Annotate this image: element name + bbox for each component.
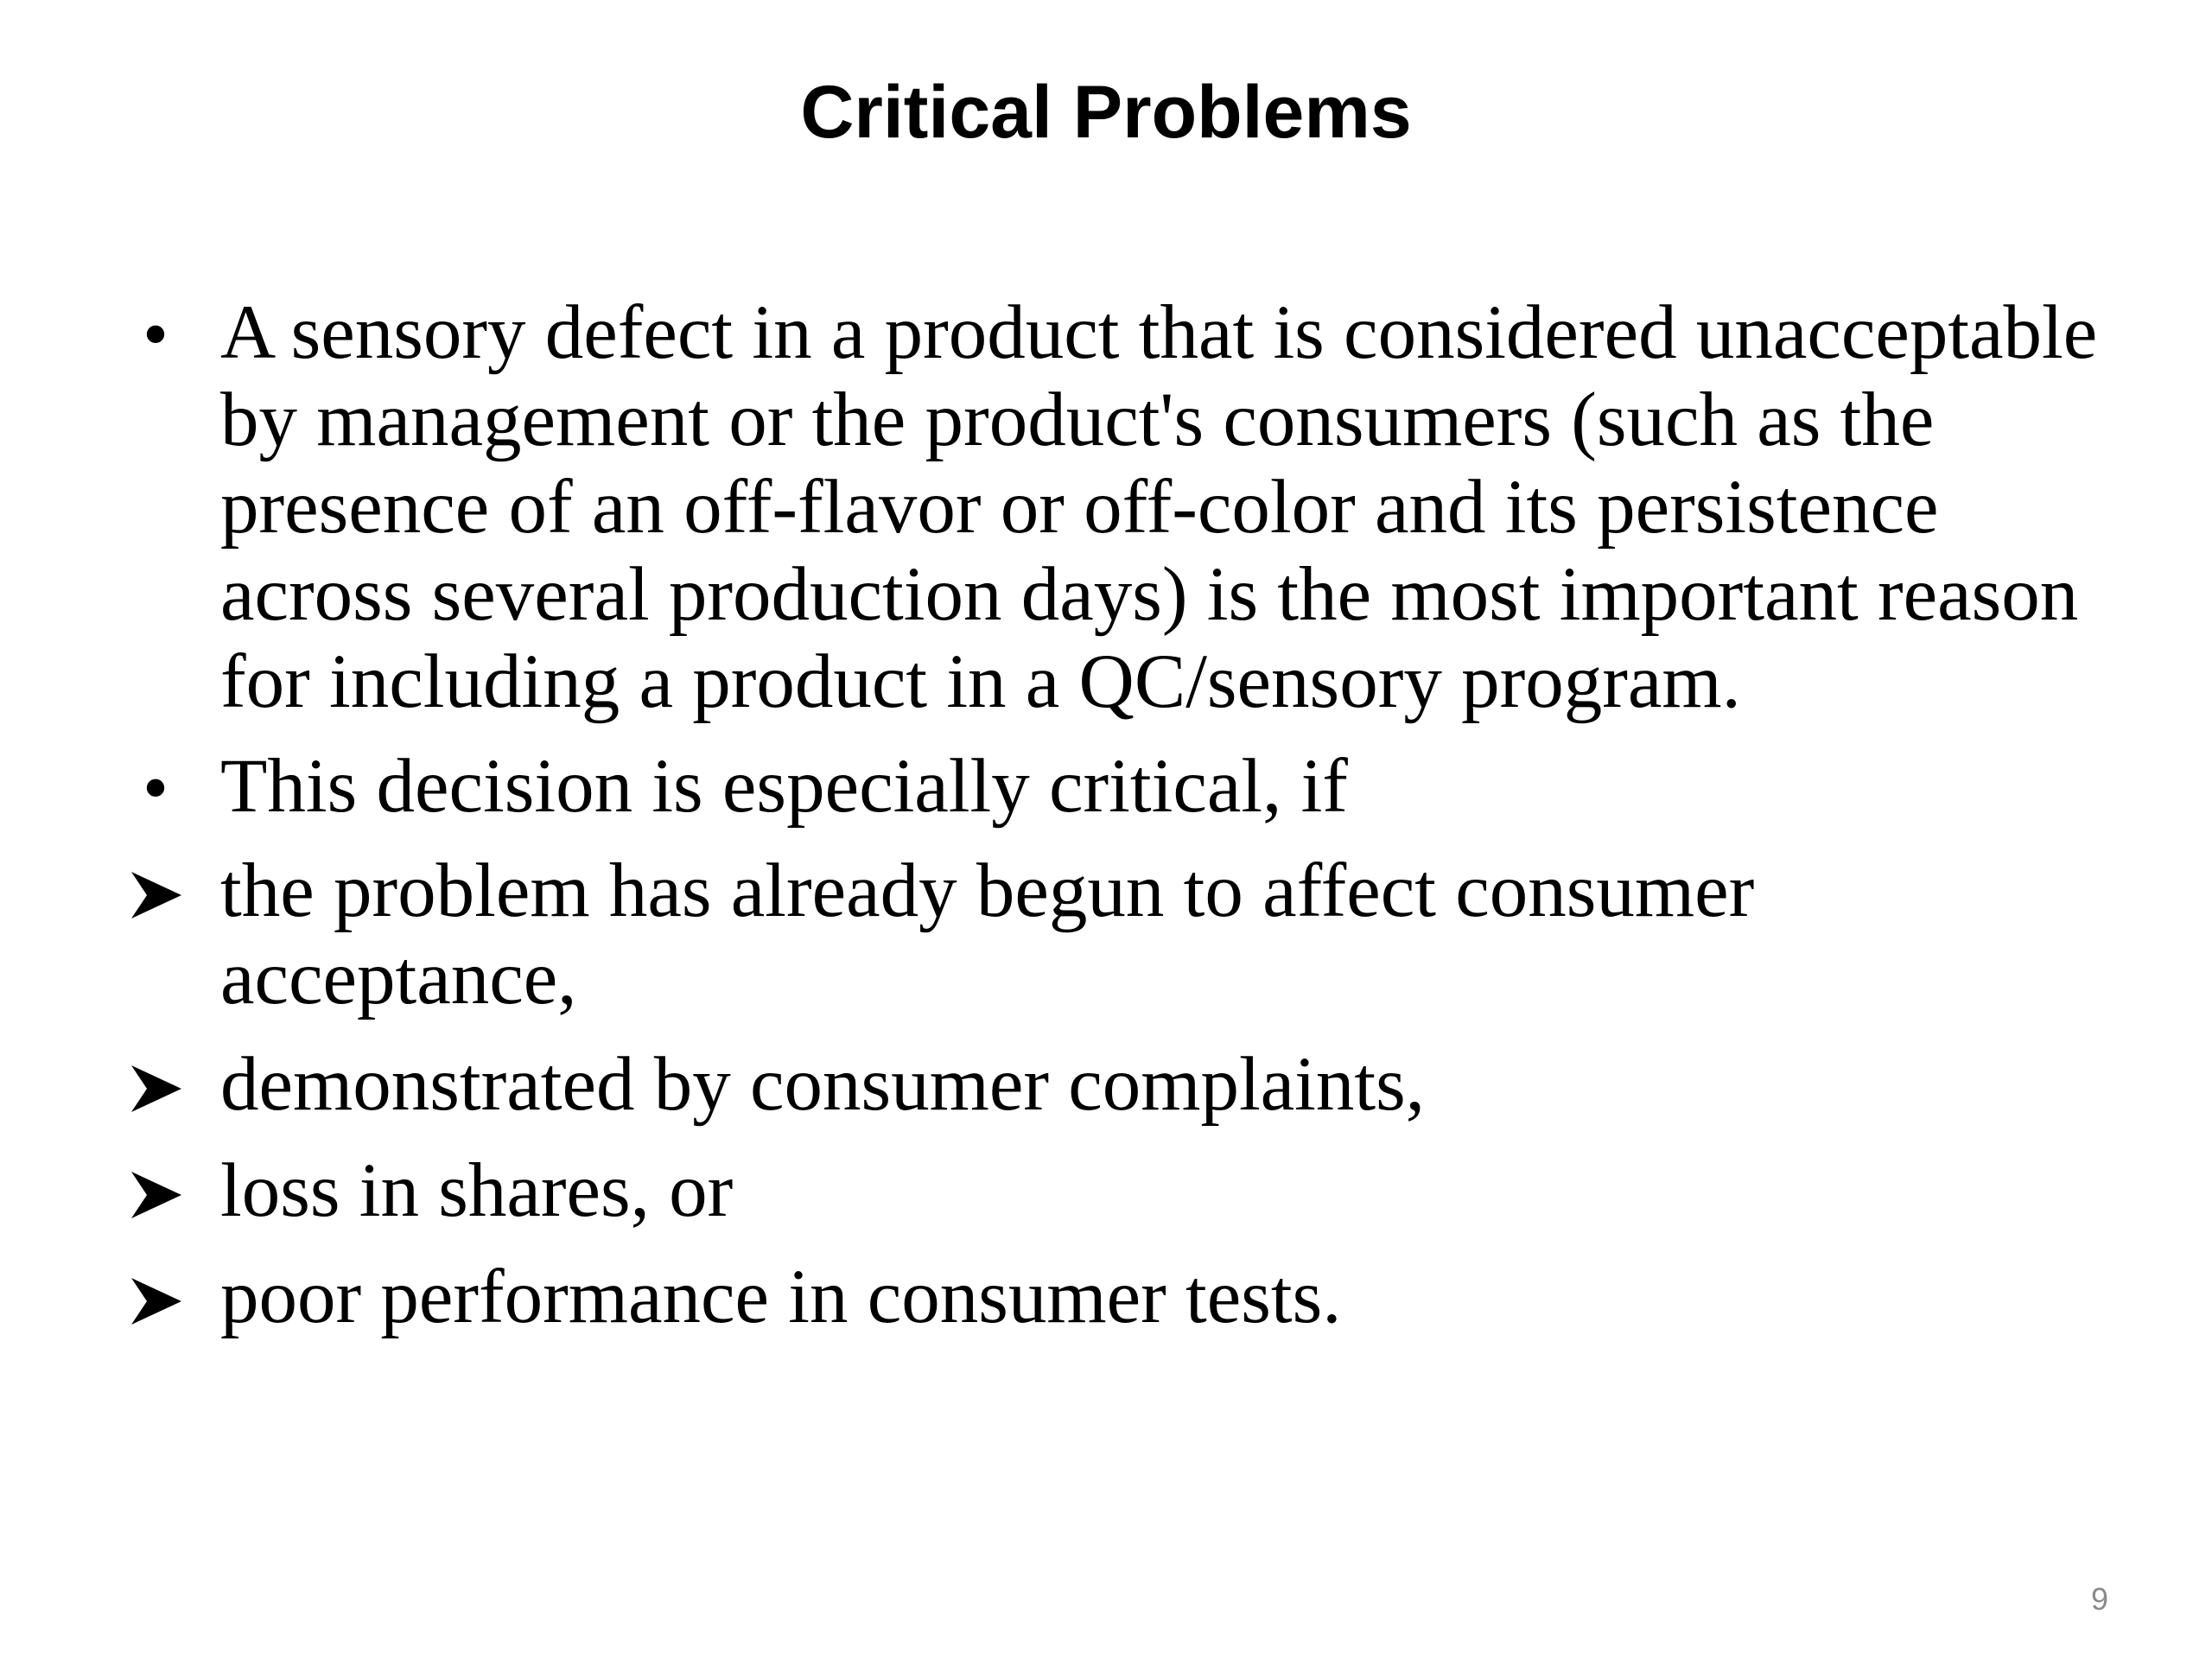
list-item bbox=[121, 743, 2108, 830]
arrow-bullet-icon bbox=[121, 870, 190, 922]
list-item-text: loss in shares, or bbox=[220, 1148, 734, 1233]
list-item bbox=[121, 289, 2108, 726]
list-item bbox=[121, 1147, 2108, 1235]
list-item bbox=[121, 1254, 2108, 1341]
arrow-bullet-icon bbox=[121, 1064, 190, 1116]
slide-title: Critical Problems bbox=[800, 71, 1412, 154]
list-item bbox=[121, 1041, 2108, 1128]
arrow-bullet-icon bbox=[121, 1170, 190, 1222]
bullet-list bbox=[121, 289, 2108, 1360]
list-item-text: the problem has already begun to affect consumer acceptance, bbox=[220, 849, 1755, 1020]
list-item-text: demonstrated by consumer complaints, bbox=[220, 1042, 1426, 1127]
list-item-text: A sensory defect in a product that is considered unacceptable by management or the product's consumers (such as the presence of an off-flavor or off-color and its persistence across several production days) is the most important reason for including a product in a QC/sensory program. bbox=[220, 290, 2098, 724]
page-number: 9 bbox=[2090, 1581, 2108, 1617]
bullet-icon: • bbox=[137, 301, 174, 372]
arrow-bullet-icon bbox=[121, 1276, 190, 1328]
bullet-icon: • bbox=[137, 754, 174, 825]
list-item bbox=[121, 848, 2108, 1022]
list-item-text: This decision is especially critical, if bbox=[220, 744, 1348, 829]
list-item-text: poor performance in consumer tests. bbox=[220, 1255, 1342, 1339]
